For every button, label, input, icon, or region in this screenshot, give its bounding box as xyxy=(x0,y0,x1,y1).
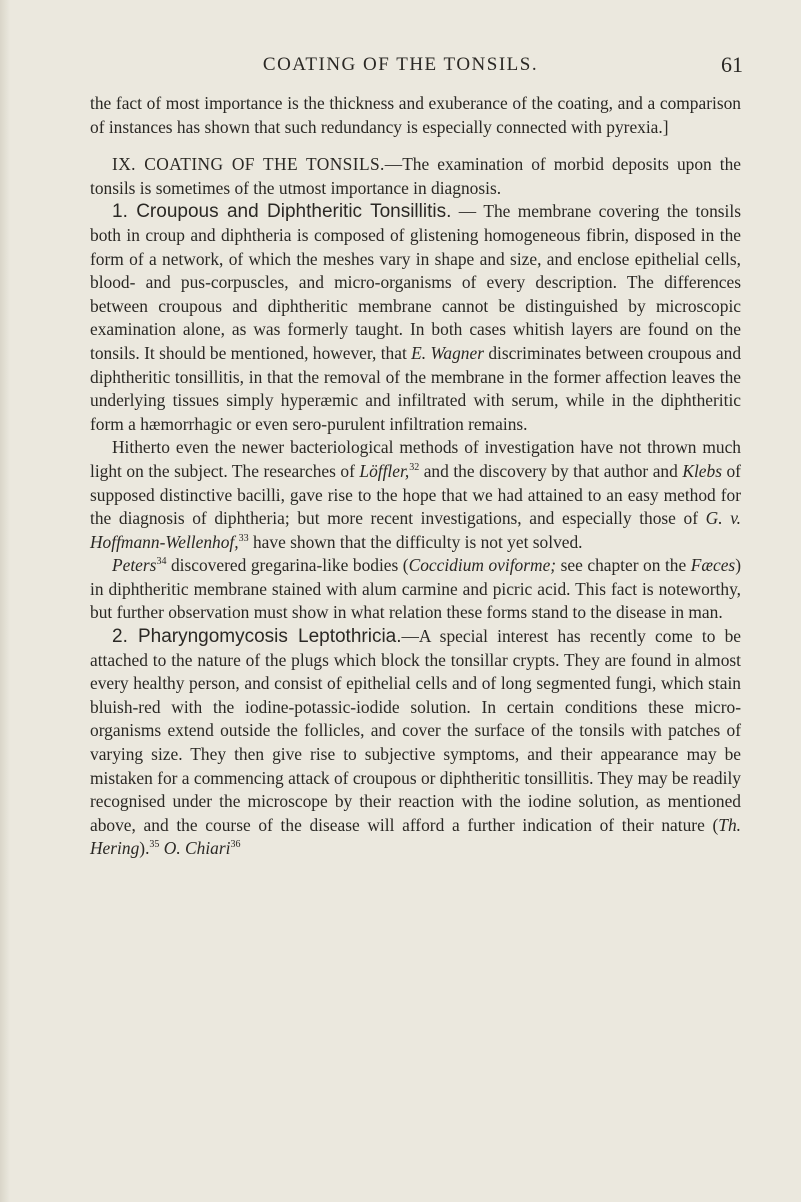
paragraph-pharyngomycosis: 2. Pharyngomycosis Leptothricia.—A special interest has recently come to be attached to the nature of the plugs which block the tonsillar crypts. They are found in almost every healthy person, and consist of epithelial cells and of long segmented fungi, which stain bluish-red with the iodine-potassic-iodide solution. In certain conditions these micro-organisms extend outside the follicles, and cover the surface of the tonsils with patches of varying size. They then give rise to subjective symptoms, and their appearance may be mistaken for a commencing attack of croupous or diphtheritic tonsillitis. They may be readily recognised under the microscope by their reaction with the iodine solution, as mentioned above, and the course of the disease will afford a further indication of their nature (Th. Hering).$^{35}$ O. Chiari$^{36}$ xyxy=(90,626,741,859)
page-number: 61 xyxy=(721,52,743,77)
running-title: COATING OF THE TONSILS. xyxy=(262,54,539,75)
paragraph-croupous: 1. Croupous and Diphtheritic Tonsillitis. — The membrane covering the tonsils both in croup and diphtheria is composed of glistening homogeneous fibrin, disposed in the form of a network, of which the meshes vary in shape and size, and enclose epithelial cells, blood- and pus-corpuscles, and micro-organisms of every description. The differences between croupous and diphtheritic membrane cannot be distinguished by microscopic examination alone, as was formerly taught. In both cases whitish layers are found on the tonsils. It should be mentioned, however, that E. Wagner discriminates between croupous and diphtheritic tonsillitis, in that the removal of the membrane in the former affection leaves the underlying tissues simply hyperæmic and infiltrated with serum, while in the diphtheritic form a hæmorrhagic or even sero-purulent infiltration remains. xyxy=(90,201,742,434)
body-text xyxy=(90,92,741,861)
chapter-name: Fæces xyxy=(690,555,736,576)
author-name: E. Wagner xyxy=(411,342,484,363)
running-head xyxy=(0,52,801,82)
paragraph-bacteriology: Hitherto even the newer bacteriological methods of investigation have not thrown much light on the subject. The researches of Löffler,$^{32}$ and the discovery by that author and Klebs of supposed distinctive bacilli, gave rise to the hope that we had attained to an easy method for the diagnosis of diphtheria; but more recent investigations, and especially those of G. v. Hoffmann-Wellenhof,$^{33}$ have shown that the difficulty is not yet solved. xyxy=(90,437,741,552)
author-name: Peters xyxy=(112,555,157,576)
reference-number: 36 xyxy=(230,839,241,851)
reference-number: 33 xyxy=(238,532,249,544)
author-name: G. v. Hoffmann-Wellenhof, xyxy=(90,508,741,552)
author-name: O. Chiari xyxy=(163,838,231,859)
subsection-heading: 2. Pharyngomycosis Leptothricia. xyxy=(112,626,402,648)
section-heading: IX. COATING OF THE TONSILS. xyxy=(112,154,385,175)
page-edge-shadow xyxy=(0,0,10,1202)
author-name: Klebs xyxy=(682,460,722,481)
reference-number: 34 xyxy=(156,556,167,568)
paragraph-continuation: the fact of most importance is the thickness and exuberance of the coating, and a comparison of instances has shown that such redundancy is especially connected with pyrexia.] xyxy=(90,93,741,137)
species-name: Coccidium oviforme; xyxy=(408,555,557,576)
reference-number: 32 xyxy=(409,461,420,473)
paragraph-section-ix: IX. COATING OF THE TONSILS.—The examination of morbid deposits upon the tonsils is sometimes of the utmost importance in diagnosis. xyxy=(90,154,741,198)
author-name: Th. Hering xyxy=(90,814,741,859)
paragraph-peters: Peters$^{34}$ discovered gregarina-like bodies (Coccidium oviforme; see chapter on the Fæces) in diphtheritic membrane stained with alum carmine and picric acid. This fact is noteworthy, but further observation must show in what relation these forms stand to the disease in man. xyxy=(90,555,741,623)
subsection-heading: 1. Croupous and Diphtheritic Tonsillitis. xyxy=(112,201,452,223)
reference-number: 35 xyxy=(149,839,160,851)
author-name: Löffler, xyxy=(359,460,410,481)
